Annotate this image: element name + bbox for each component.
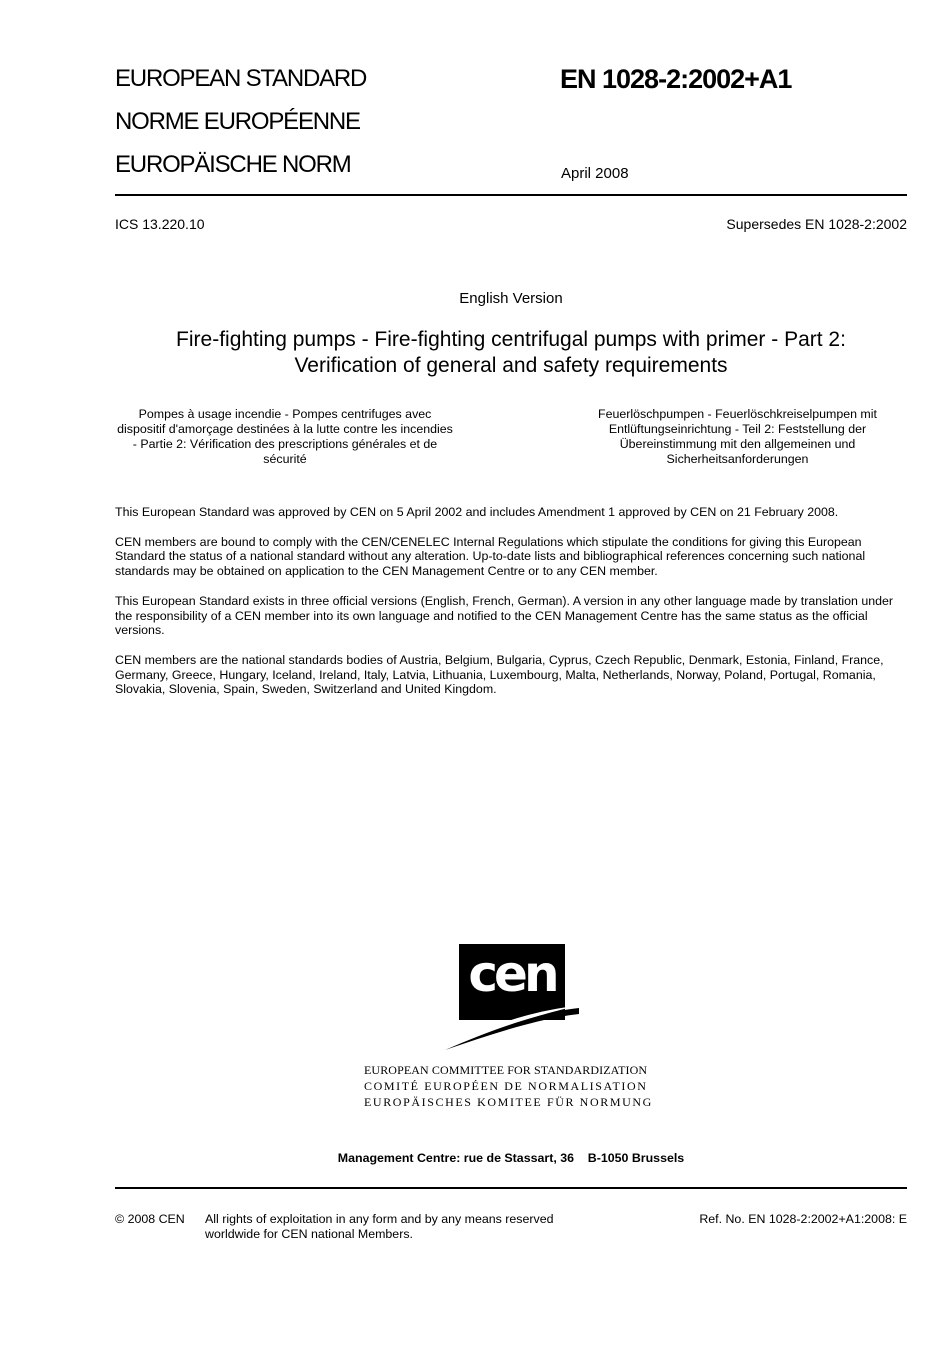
header-divider (115, 194, 907, 196)
committee-names (364, 1062, 653, 1110)
paragraph-members: CEN members are the national standards bodies of Austria, Belgium, Bulgaria, Cyprus, Czech Republic, Denmark, Estonia, Finland, France, Germany, Greece, Hungary, Iceland, Ireland, Italy, Latvia, Lithuania, Luxembourg, Malta, Netherlands, Norway, Poland, Portugal, Romania, Slovakia, Slovenia, Spain, Sweden, Switzerland and United Kingdom. (115, 652, 884, 697)
standard-line-en: EUROPEAN STANDARD (115, 65, 367, 92)
approval-text (115, 505, 910, 712)
cen-logo-icon (445, 944, 579, 1050)
version-label: English Version (459, 290, 563, 307)
standard-line-fr: NORME EUROPÉENNE (115, 108, 360, 135)
document-title: Fire-fighting pumps - Fire-fighting centrifugal pumps with primer - Part 2: Verification of general and safety requirements (176, 328, 846, 377)
committee-name-de: EUROPÄISCHES KOMITEE FÜR NORMUNG (364, 1095, 653, 1109)
committee-name-en: EUROPEAN COMMITTEE FOR STANDARDIZATION (364, 1063, 648, 1077)
paragraph-versions: This European Standard exists in three official versions (English, French, German). A version in any other language made by translation under the responsibility of a CEN member into its own language and notified to the CEN Management Centre has the same status as the official versions. (115, 593, 894, 638)
reference-number: Ref. No. EN 1028-2:2002+A1:2008: E (699, 1212, 907, 1226)
paragraph-regulations: CEN members are bound to comply with the CEN/CENELEC Internal Regulations which stipulate the conditions for giving this European Standard the status of a national standard without any alteration. Up-to-date lists and bibliographical references concerning such national standards may be obtained on application to the CEN Management Centre or to any CEN member. (115, 534, 866, 579)
committee-name-fr: COMITÉ EUROPÉEN DE NORMALISATION (364, 1079, 648, 1093)
document-number: EN 1028-2:2002+A1 (560, 64, 792, 94)
standard-line-de: EUROPÄISCHE NORM (115, 151, 351, 178)
paragraph-approval: This European Standard was approved by CEN on 5 April 2002 and includes Amendment 1 approved by CEN on 21 February 2008. (115, 505, 839, 519)
supersedes-note: Supersedes EN 1028-2:2002 (726, 216, 907, 232)
footer-divider (115, 1187, 907, 1189)
copyright-notice: © 2008 CEN (115, 1212, 185, 1226)
rights-statement: All rights of exploitation in any form and by any means reserved worldwide for CEN national Members. (205, 1212, 554, 1241)
cen-logo-text: cen (468, 945, 556, 1003)
title-french: Pompes à usage incendie - Pompes centrifuges avec dispositif d'amorçage destinées à la lutte contre les incendies - Partie 2: Vérification des prescriptions générales et de sécurité (117, 407, 453, 466)
title-german: Feuerlöschpumpen - Feuerlöschkreiselpumpen mit Entlüftungseinrichtung - Teil 2: Feststellung der Übereinstimmung mit den allgemeinen und Sicherheitsanforderungen (598, 407, 877, 466)
management-centre-address: Management Centre: rue de Stassart, 36 B-1050 Brussels (337, 1151, 685, 1165)
ics-code: ICS 13.220.10 (115, 216, 205, 232)
publication-date: April 2008 (561, 165, 629, 182)
